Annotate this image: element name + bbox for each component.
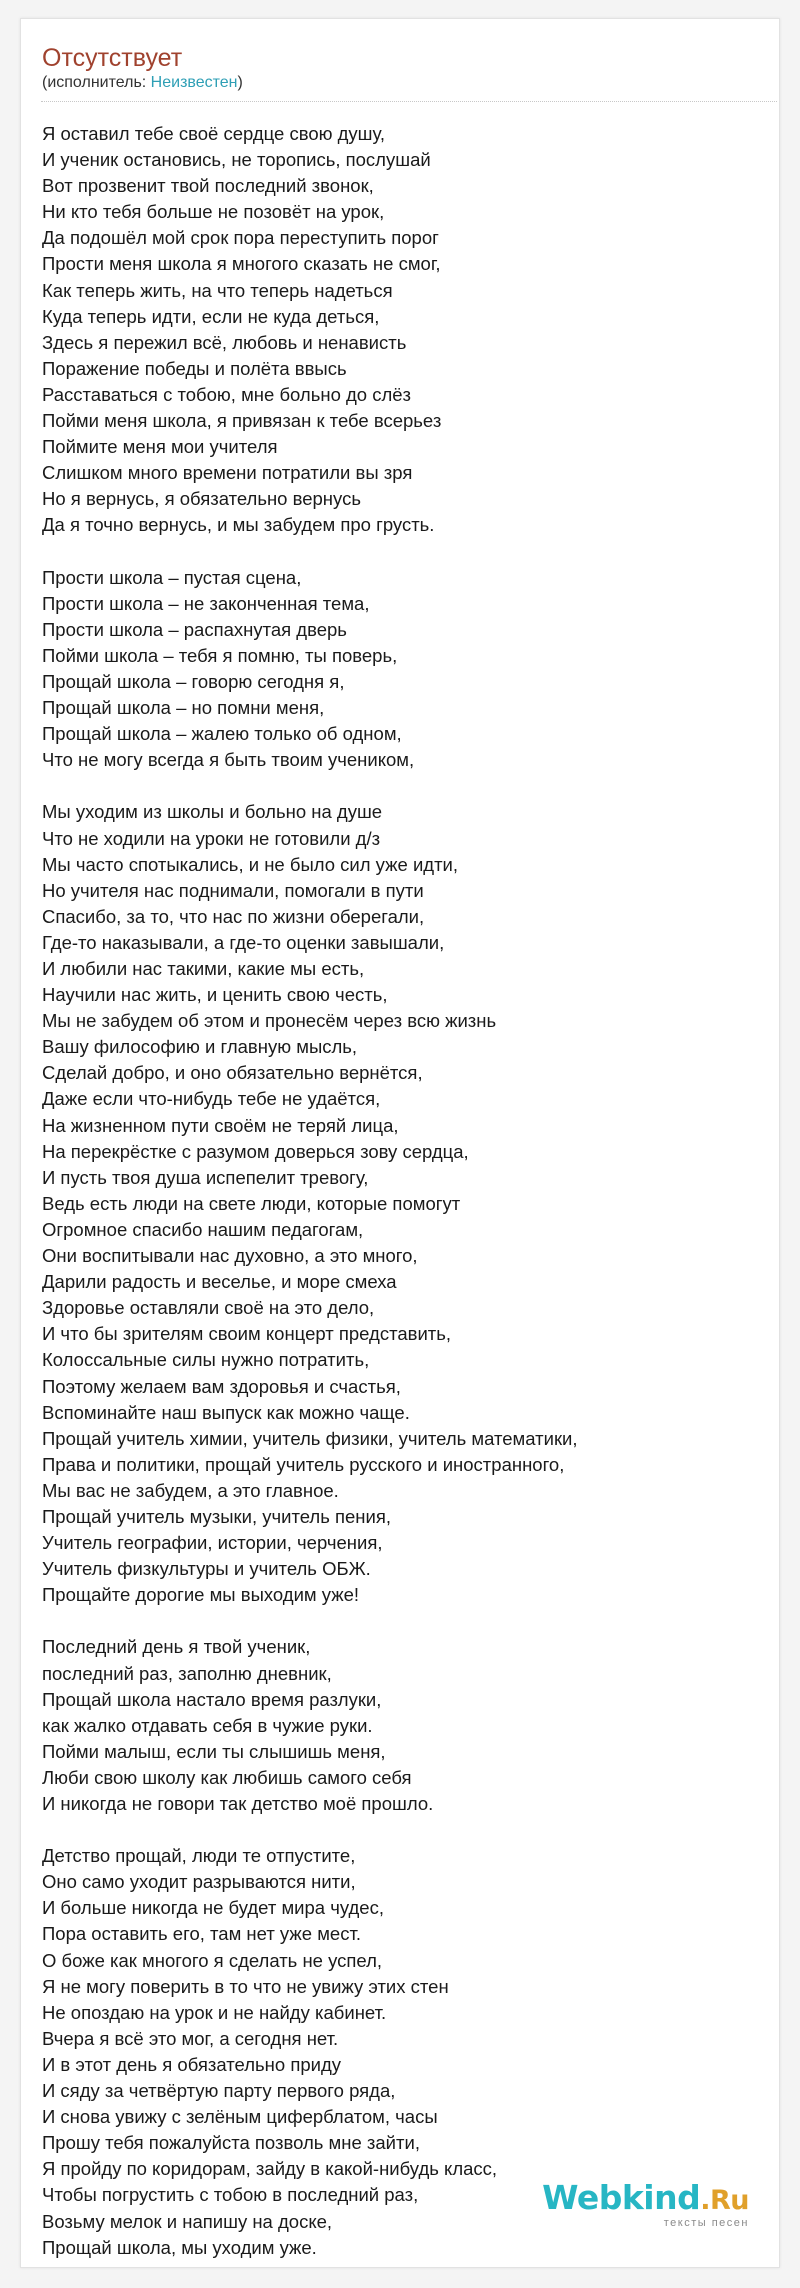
artist-prefix: (исполнитель: <box>42 74 151 91</box>
lyric-line: Прощай школа – но помни меня, <box>42 697 325 719</box>
lyric-line: Мы уходим из школы и больно на душе <box>42 801 383 823</box>
lyric-line: Прощай школа настало время разлуки, <box>42 1688 382 1710</box>
lyric-line: Ни кто тебя больше не позовёт на урок, <box>42 201 385 223</box>
lyric-line: Но учителя нас поднимали, помогали в пути <box>42 879 424 901</box>
lyrics-stanza <box>42 121 762 539</box>
lyric-line: Не опоздаю на урок и не найду кабинет. <box>42 2001 387 2023</box>
lyric-line: Как теперь жить, на что теперь надеться <box>42 279 393 301</box>
lyric-line: Прости меня школа я многого сказать не смог, <box>42 253 441 275</box>
lyric-line: Дарили радость и веселье, и море смеха <box>42 1271 397 1293</box>
lyric-line: И больше никогда не будет мира чудес, <box>42 1897 384 1919</box>
lyric-line: Учитель географии, истории, черчения, <box>42 1532 383 1554</box>
lyric-line: Мы часто спотыкались, и не было сил уже идти, <box>42 853 459 875</box>
lyric-line: Пойми малыш, если ты слышишь меня, <box>42 1740 386 1762</box>
lyric-line: Огромное спасибо нашим педагогам, <box>42 1218 364 1240</box>
lyric-line: И в этот день я обязательно приду <box>42 2053 341 2075</box>
lyric-line: Прощай школа – жалею только об одном, <box>42 723 402 745</box>
lyric-line: как жалко отдавать себя в чужие руки. <box>42 1714 373 1736</box>
lyric-line: Вчера я всё это мог, а сегодня нет. <box>42 2027 339 2049</box>
lyric-line: Расставаться с тобою, мне больно до слёз <box>42 383 412 405</box>
lyric-line: Пора оставить его, там нет уже мест. <box>42 1923 362 1945</box>
lyric-line: Прощай школа – говорю сегодня я, <box>42 670 345 692</box>
lyric-line: Прощайте дорогие мы выходим уже! <box>42 1584 360 1606</box>
lyric-line: Прости школа – пустая сцена, <box>42 566 302 588</box>
lyric-line: Но я вернусь, я обязательно вернусь <box>42 488 361 510</box>
lyric-line: Что не ходили на уроки не готовили д/з <box>42 827 381 849</box>
title-divider <box>41 101 777 102</box>
lyric-line: Поэтому желаем вам здоровья и счастья, <box>42 1375 401 1397</box>
lyric-line: Вашу философию и главную мысль, <box>42 1036 358 1058</box>
lyric-line: Да я точно вернусь, и мы забудем про грусть. <box>42 514 435 536</box>
lyric-line: И ученик остановись, не торопись, послушай <box>42 149 431 171</box>
artist-suffix: ) <box>237 74 243 91</box>
lyric-line: последний раз, заполню дневник, <box>42 1662 332 1684</box>
lyric-line: Оно само уходит разрываются нити, <box>42 1871 356 1893</box>
lyric-line: Слишком много времени потратили вы зря <box>42 462 413 484</box>
lyric-line: И никогда не говори так детство моё прошло. <box>42 1793 434 1814</box>
lyric-line: Прощай учитель химии, учитель физики, учитель математики, <box>42 1427 578 1449</box>
logo-tagline: тексты песен <box>663 2217 749 2229</box>
lyric-line: На перекрёстке с разумом доверься зову сердца, <box>42 1140 469 1162</box>
lyric-line: Прощай учитель музыки, учитель пения, <box>42 1505 392 1527</box>
lyric-line: Мы не забудем об этом и пронесём через всю жизнь <box>42 1010 497 1032</box>
lyric-line: Пойми школа – тебя я помню, ты поверь, <box>42 644 398 666</box>
lyric-line: Что не могу всегда я быть твоим учеником, <box>42 749 415 771</box>
lyric-line: И любили нас такими, какие мы есть, <box>42 958 365 979</box>
lyric-line: Поймите меня мои учителя <box>42 436 278 458</box>
lyric-line: Даже если что-нибудь тебе не удаётся, <box>42 1088 381 1110</box>
lyric-line: Сделай добро, и оно обязательно вернётся, <box>42 1062 423 1084</box>
lyric-line: И что бы зрителям своим концерт представить, <box>42 1323 452 1345</box>
lyric-line: Пойми меня школа, я привязан к тебе всерьез <box>42 410 442 432</box>
lyric-line: Чтобы погрустить с тобою в последний раз, <box>42 2184 419 2206</box>
lyric-line: Здоровье оставляли своё на это дело, <box>42 1297 375 1319</box>
lyric-line: Последний день я твой ученик, <box>42 1636 311 1658</box>
logo-name: Webkind <box>542 2178 701 2217</box>
lyrics-stanza <box>42 799 762 1608</box>
lyric-line: И снова увижу с зелёным циферблатом, часы <box>42 2106 438 2128</box>
logo-tld: .Ru <box>700 2185 749 2216</box>
lyric-line: На жизненном пути своём не теряй лица, <box>42 1114 399 1136</box>
lyric-line: Прости школа – распахнутая дверь <box>42 618 347 640</box>
lyric-line: Вспоминайте наш выпуск как можно чаще. <box>42 1401 410 1423</box>
lyric-line: Детство прощай, люди те отпустите, <box>42 1845 356 1867</box>
lyrics-card <box>20 18 780 2268</box>
lyric-line: Научили нас жить, и ценить свою честь, <box>42 984 388 1006</box>
lyric-line: Поражение победы и полёта ввысь <box>42 357 347 379</box>
lyric-line: Я оставил тебе своё сердце свою душу, <box>42 123 386 144</box>
lyrics-stanza <box>42 565 762 774</box>
lyrics-text <box>42 121 762 2287</box>
lyric-line: Где-то наказывали, а где-то оценки завышали, <box>42 931 445 953</box>
lyric-line: О боже как многого я сделать не успел, <box>42 1949 383 1971</box>
lyric-line: Здесь я пережил всё, любовь и ненависть <box>42 331 407 353</box>
lyric-line: Прости школа – не законченная тема, <box>42 592 370 614</box>
lyric-line: Прошу тебя пожалуйста позволь мне зайти, <box>42 2132 420 2154</box>
lyric-line: Люби свою школу как любишь самого себя <box>42 1766 412 1788</box>
lyric-line: Они воспитывали нас духовно, а это много, <box>42 1245 418 1267</box>
lyric-line: Мы вас не забудем, а это главное. <box>42 1479 339 1501</box>
logo-wordmark <box>542 2180 749 2219</box>
lyric-line: И пусть твоя душа испепелит тревогу, <box>42 1166 369 1188</box>
lyric-line: Спасибо, за то, что нас по жизни оберегали, <box>42 905 425 927</box>
lyric-line: Колоссальные силы нужно потратить, <box>42 1349 370 1371</box>
lyric-line: Вот прозвенит твой последний звонок, <box>42 175 374 197</box>
lyric-line: Ведь есть люди на свете люди, которые помогут <box>42 1192 461 1214</box>
lyric-line: И сяду за четвёртую парту первого ряда, <box>42 2080 396 2102</box>
lyric-line: Учитель физкультуры и учитель ОБЖ. <box>42 1558 371 1580</box>
lyric-line: Права и политики, прощай учитель русского и иностранного, <box>42 1453 565 1475</box>
lyric-line: Я не могу поверить в то что не увижу этих стен <box>42 1975 449 1997</box>
song-title: Отсутствует <box>42 44 183 72</box>
artist-line <box>42 73 243 93</box>
lyric-line: Возьму мелок и напишу на доске, <box>42 2210 333 2232</box>
lyric-line: Куда теперь идти, если не куда деться, <box>42 305 380 327</box>
site-logo[interactable] <box>542 2180 749 2229</box>
lyric-line: Да подошёл мой срок пора переступить порог <box>42 227 439 249</box>
lyric-line: Я пройду по коридорам, зайду в какой-нибудь класс, <box>42 2158 498 2180</box>
lyrics-stanza <box>42 1634 762 1817</box>
lyric-line: Прощай школа, мы уходим уже. <box>42 2236 317 2258</box>
artist-link[interactable]: Неизвестен <box>150 74 238 91</box>
